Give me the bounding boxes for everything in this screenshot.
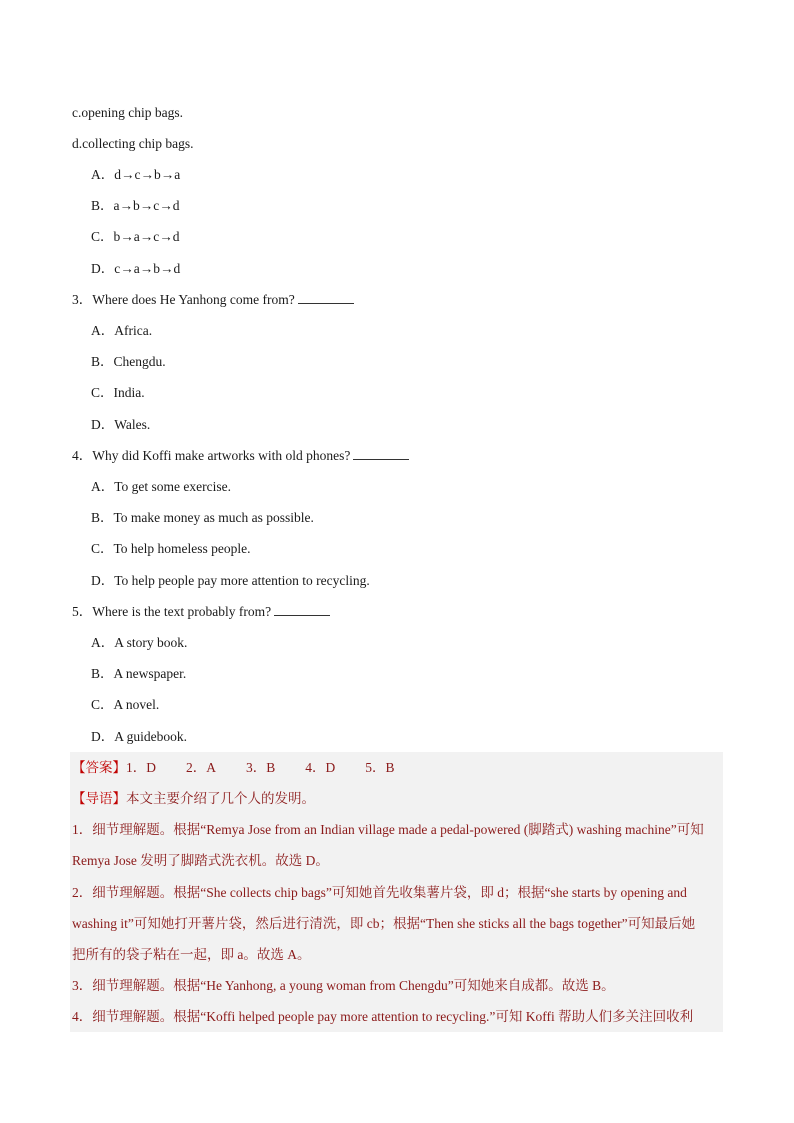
q2-item-c: c.opening chip bags. [72,105,183,120]
q5-option-c: C．A novel. [91,697,160,712]
q3-option-c: C．India. [91,385,145,400]
explanation-line: 2．细节理解题。根据“She collects chip bags”可知她首先收集薯片袋，即 d；根据“she starts by opening and [72,885,687,900]
q3-option-a: A．Africa. [91,323,153,338]
guide-text: 本文主要介绍了几个人的发明。 [126,791,315,806]
q3-option-b: B．Chengdu. [91,354,166,369]
q4-option-c: C．To help homeless people. [91,541,251,556]
explanation-line: 3．细节理解题。根据“He Yanhong, a young woman from Chengdu”可知她来自成都。故选 B。 [72,978,615,993]
guide-tag: 【导语】 [72,791,126,806]
q3-question: 3．Where does He Yanhong come from? [72,290,354,310]
q4-option-a: A．To get some exercise. [91,479,232,494]
q5-option-a: A．A story book. [91,635,188,650]
answer-key: 2．A [186,760,216,775]
q4-option-b: B．To make money as much as possible. [91,510,314,525]
answer-tag: 【答案】 [72,760,126,775]
guide-line [72,789,315,809]
q2-option-a: A．d→c→b→a [91,167,181,182]
answer-key: 3．B [246,760,276,775]
explanation-line: 4．细节理解题。根据“Koffi helped people pay more attention to recycling.”可知 Koffi 帮助人们多关注回收利 [72,1009,694,1024]
answer-blank [353,447,409,460]
answer-blank [274,603,330,616]
answer-blank [298,291,354,304]
q5-question: 5．Where is the text probably from? [72,602,330,622]
explanation-line: washing it”可知她打开薯片袋，然后进行清洗，即 cb；根据“Then she sticks all the bags together”可知最后她 [72,916,696,931]
answer-key: 1．D [126,760,156,775]
explanation-line: 把所有的袋子粘在一起，即 a。故选 A。 [72,947,311,962]
answer-key: 5．B [365,760,395,775]
answer-keys [72,758,425,778]
q5-option-b: B．A newspaper. [91,666,187,681]
q2-option-c: C．b→a→c→d [91,229,180,244]
q3-option-d: D．Wales. [91,417,151,432]
q2-item-d: d.collecting chip bags. [72,136,194,151]
answer-key: 4．D [305,760,336,775]
q5-option-d: D．A guidebook. [91,729,187,744]
q2-option-b: B．a→b→c→d [91,198,180,213]
q4-question: 4．Why did Koffi make artworks with old phones? [72,446,409,466]
explanation-line: 1．细节理解题。根据“Remya Jose from an Indian village made a pedal-powered (脚踏式) washing machine”可知 [72,822,704,837]
q4-option-d: D．To help people pay more attention to recycling. [91,573,370,588]
explanation-line: Remya Jose 发明了脚踏式洗衣机。故选 D。 [72,853,329,868]
q2-option-d: D．c→a→b→d [91,261,181,276]
